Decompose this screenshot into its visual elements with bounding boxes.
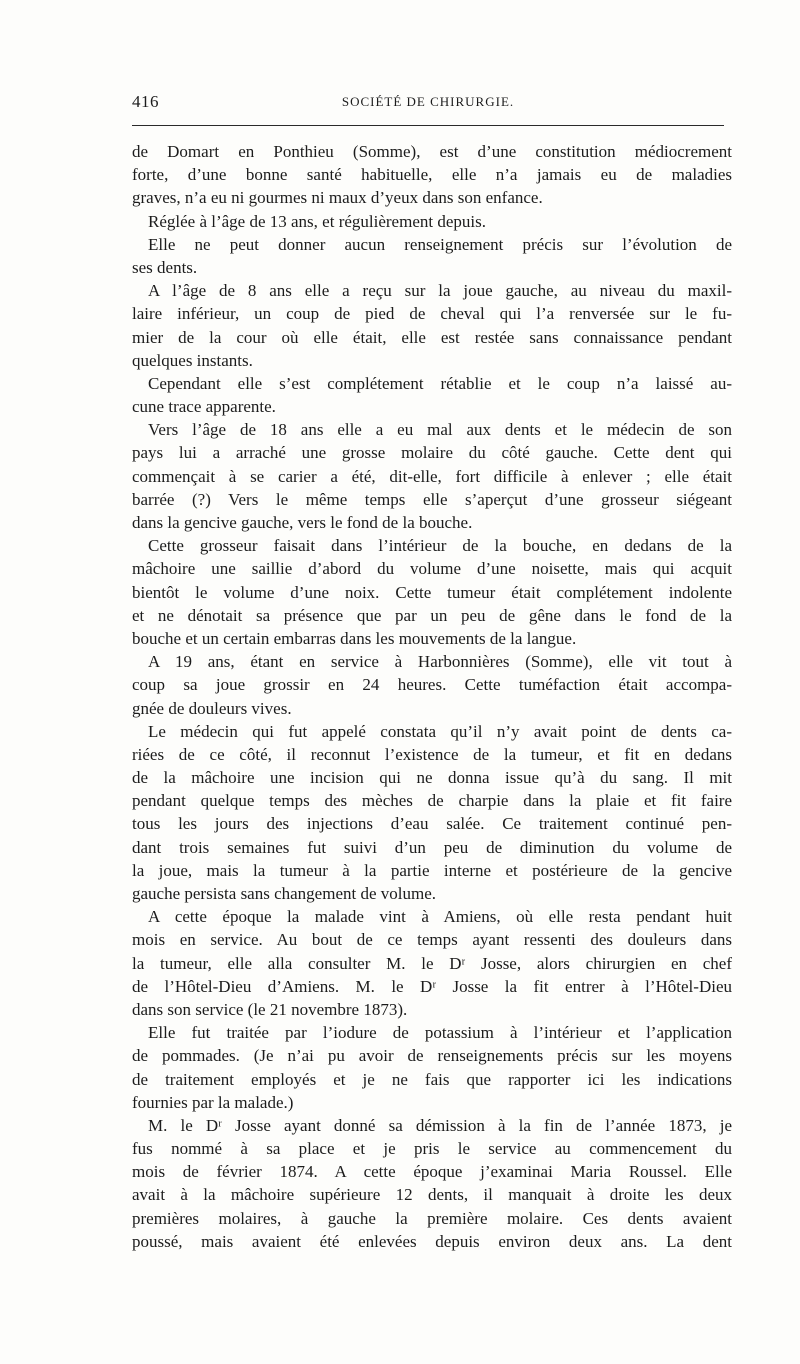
text-line: riées de ce côté, il reconnut l’existence de la tumeur, et fit en dedans	[132, 744, 732, 764]
text-line: forte, d’une bonne santé habituelle, elle n’a jamais eu de maladies	[132, 165, 732, 185]
text-line: bouche et un certain embarras dans les mouvements de la langue.	[132, 628, 577, 648]
text-line: dans son service (le 21 novembre 1873).	[132, 999, 408, 1019]
text-line: et ne dénotait sa présence que par un peu de gêne dans le fond de la	[132, 605, 732, 625]
text-line: M. le Dʳ Josse ayant donné sa démission à la fin de l’année 1873, je	[148, 1115, 732, 1135]
text-line: bientôt le volume d’une noix. Cette tumeur était complétement indolente	[132, 582, 732, 602]
text-line: Cette grosseur faisait dans l’intérieur de la bouche, en dedans de la	[148, 536, 732, 556]
text-line: ses dents.	[132, 257, 198, 277]
text-line: dans la gencive gauche, vers le fond de la bouche.	[132, 513, 473, 532]
text-line: la tumeur, elle alla consulter M. le Dʳ Josse, alors chirurgien en chef	[132, 953, 732, 973]
text-line: de pommades. (Je n’ai pu avoir de renseignements précis sur les moyens	[132, 1046, 732, 1066]
page-header	[132, 92, 724, 114]
text-line: mâchoire une saillie d’abord du volume d’une noisette, mais qui acquit	[132, 559, 732, 579]
text-line: Le médecin qui fut appelé constata qu’il n’y avait point de dents ca-	[148, 721, 732, 741]
text-line: coup sa joue grossir en 24 heures. Cette tuméfaction était accompa-	[132, 675, 732, 695]
text-line: commençait à se carier a été, dit-elle, fort difficile à enlever ; elle était	[132, 466, 732, 486]
text-line: Réglée à l’âge de 13 ans, et régulièrement depuis.	[148, 211, 486, 231]
text-line: quelques instants.	[132, 350, 253, 370]
text-line: de traitement employés et je ne fais que rapporter ici les indications	[132, 1069, 732, 1089]
text-line: Vers l’âge de 18 ans elle a eu mal aux dents et le médecin de son	[148, 420, 732, 440]
running-head: SOCIÉTÉ DE CHIRURGIE.	[341, 94, 515, 109]
text-line: tous les jours des injections d’eau salée. Ce traitement continué pen-	[132, 814, 732, 834]
text-line: poussé, mais avaient été enlevées depuis environ deux ans. La dent	[132, 1231, 732, 1251]
text-line: dant trois semaines fut suivi d’un peu de diminution du volume de	[132, 837, 732, 857]
text-line: gnée de douleurs vives.	[132, 698, 292, 718]
text-line: A 19 ans, étant en service à Harbonnières (Somme), elle vit tout à	[148, 652, 732, 672]
text-line: graves, n’a eu ni gourmes ni maux d’yeux dans son enfance.	[132, 188, 543, 208]
text-line: fournies par la malade.)	[132, 1092, 294, 1112]
text-line: laire inférieur, un coup de pied de cheval qui l’a renversée sur le fu-	[132, 304, 732, 324]
text-line: premières molaires, à gauche la première molaire. Ces dents avaient	[132, 1208, 732, 1228]
text-line: la joue, mais la tumeur à la partie interne et postérieure de la gencive	[132, 860, 732, 880]
text-line: fus nommé à sa place et je pris le service au commencement du	[132, 1139, 732, 1159]
text-line: pays lui a arraché une grosse molaire du côté gauche. Cette dent qui	[132, 443, 732, 463]
text-line: Cependant elle s’est complétement rétablie et le coup n’a laissé au-	[148, 373, 732, 393]
text-line: mois en service. Au bout de ce temps ayant ressenti des douleurs dans	[132, 930, 732, 950]
text-line: de Domart en Ponthieu (Somme), est d’une constitution médiocrement	[132, 142, 732, 161]
text-line: A l’âge de 8 ans elle a reçu sur la joue gauche, au niveau du maxil-	[148, 281, 732, 301]
text-line: Elle ne peut donner aucun renseignement précis sur l’évolution de	[148, 234, 732, 254]
text-line: Elle fut traitée par l’iodure de potassium à l’intérieur et l’application	[148, 1023, 732, 1043]
text-line: cune trace apparente.	[132, 397, 276, 417]
text-line: A cette époque la malade vint à Amiens, où elle resta pendant huit	[148, 907, 732, 927]
page-number: 416	[132, 92, 159, 111]
text-line: avait à la mâchoire supérieure 12 dents, il manquait à droite les deux	[132, 1185, 732, 1205]
text-line: de la mâchoire une incision qui ne donna issue qu’à du sang. Il mit	[132, 768, 732, 788]
text-line: mois de février 1874. A cette époque j’examinai Maria Roussel. Elle	[132, 1162, 732, 1182]
text-line: gauche persista sans changement de volume.	[132, 884, 437, 903]
text-line: de l’Hôtel-Dieu d’Amiens. M. le Dʳ Josse la fit entrer à l’Hôtel-Dieu	[132, 976, 732, 996]
header-rule	[132, 125, 724, 126]
text-line: barrée (?) Vers le même temps elle s’aperçut d’une grosseur siégeant	[132, 489, 732, 509]
body-text	[132, 140, 732, 1253]
text-line: mier de la cour où elle était, elle est restée sans connaissance pendant	[132, 327, 732, 347]
text-line: pendant quelque temps des mèches de charpie dans la plaie et fit faire	[132, 791, 732, 811]
